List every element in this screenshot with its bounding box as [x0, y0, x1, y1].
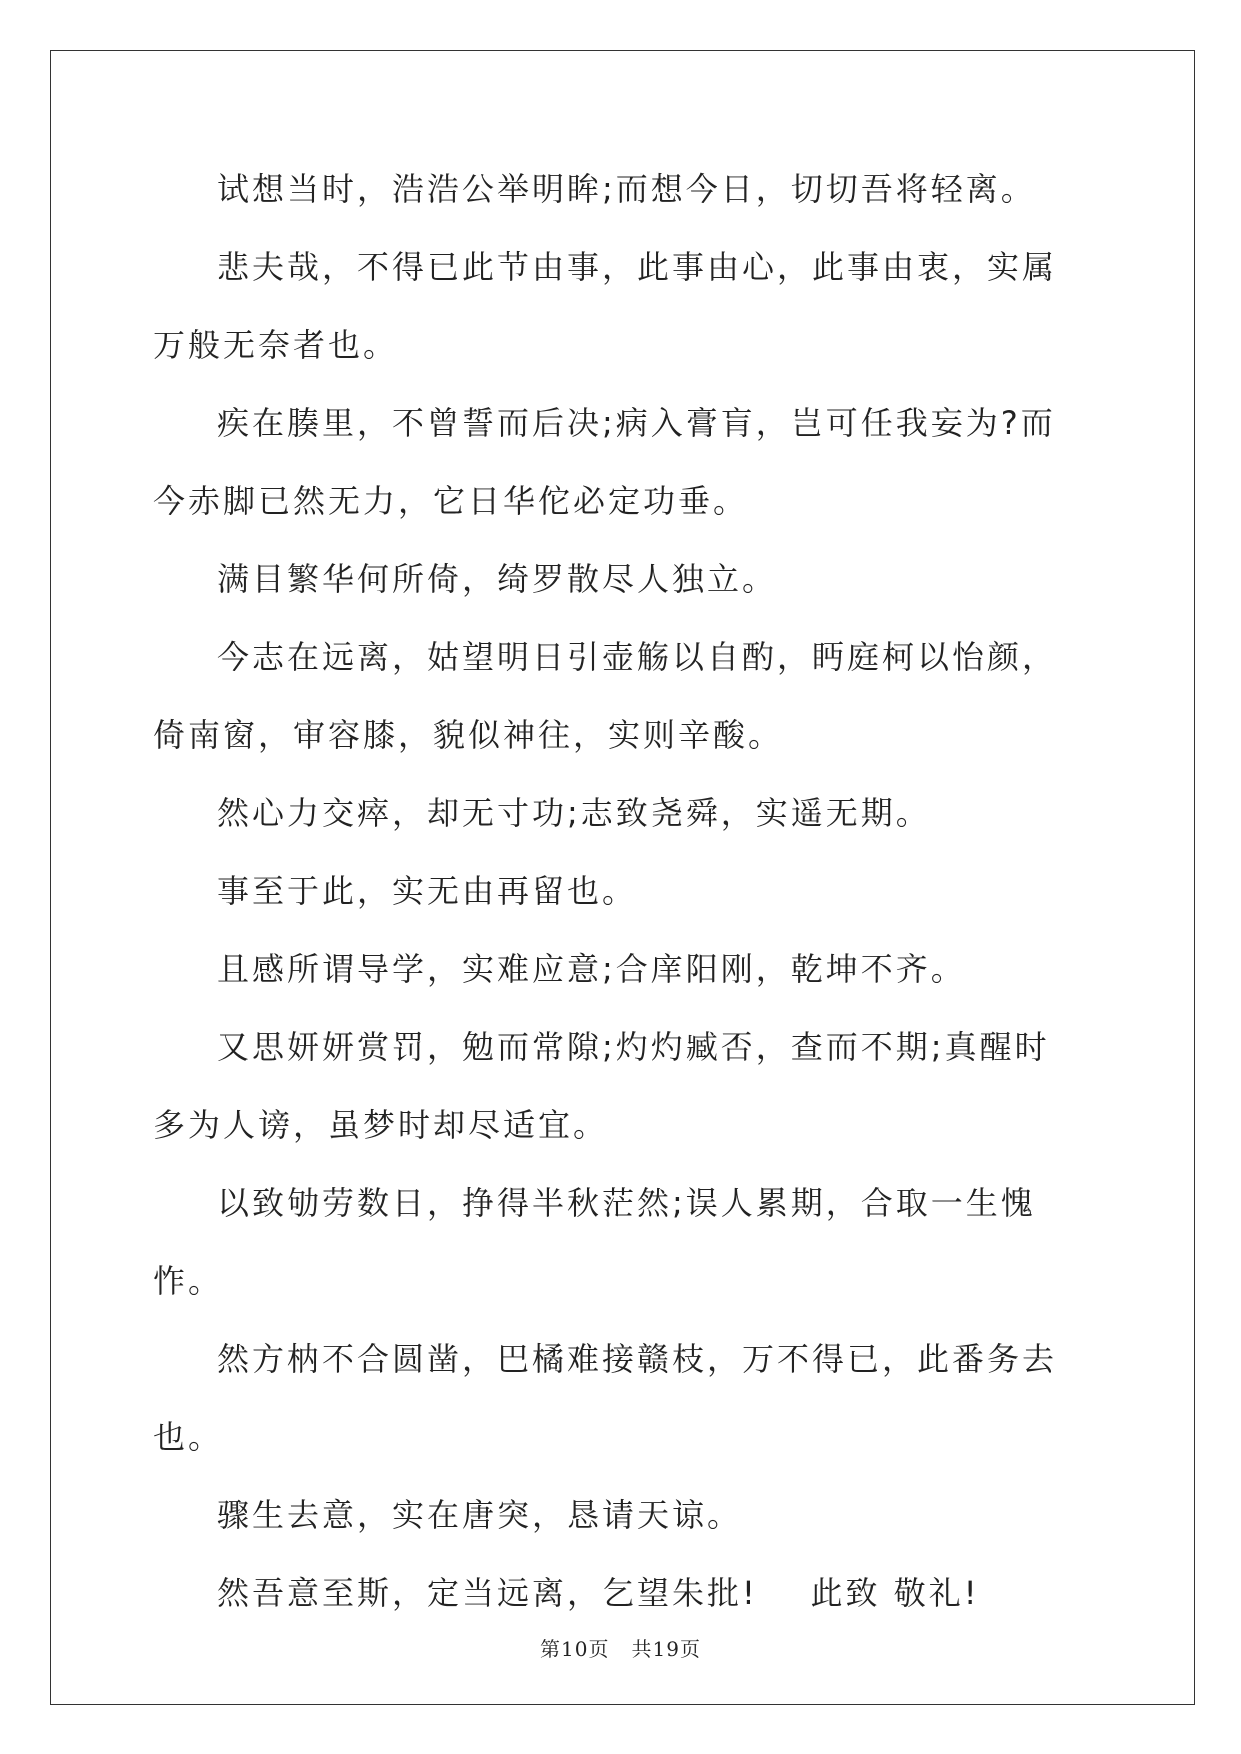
paragraph: 且感所谓导学，实难应意;合庠阳刚，乾坤不齐。 [217, 950, 966, 988]
paragraph: 疾在腠里，不曾誓而后决;病入膏肓，岂可任我妄为?而今赤脚已然无力，它日华佗必定功垂。 [153, 404, 1056, 520]
paragraph: 试想当时，浩浩公举明眸;而想今日，切切吾将轻离。 [217, 170, 1036, 208]
paragraph: 骤生去意，实在唐突，恳请天谅。 [217, 1496, 743, 1534]
closing-paragraph: 然吾意至斯，定当远离，乞望朱批! 此致 敬礼! [217, 1574, 980, 1612]
paragraph: 又思妍妍赏罚，勉而常隙;灼灼臧否，查而不期;真醒时多为人谤，虽梦时却尽适宜。 [153, 1028, 1050, 1144]
paragraph: 事至于此，实无由再留也。 [217, 872, 638, 910]
paragraph: 悲夫哉，不得已此节由事，此事由心，此事由衷，实属万般无奈者也。 [153, 248, 1058, 364]
document-body [153, 150, 1083, 1632]
paragraph: 今志在远离，姑望明日引壶觞以自酌，眄庭柯以怡颜，倚南窗，审容膝，貌似神往，实则辛酸。 [153, 638, 1058, 754]
page-number: 第10页 共19页 [540, 1637, 701, 1661]
paragraph: 以致劬劳数日，挣得半秋茫然;误人累期，合取一生愧怍。 [153, 1184, 1036, 1300]
paragraph: 然方枘不合圆凿，巴橘难接赣枝，万不得已，此番务去也。 [153, 1340, 1058, 1456]
paragraph: 满目繁华何所倚，绮罗散尽人独立。 [217, 560, 778, 598]
paragraph: 然心力交瘁，却无寸功;志致尧舜，实遥无期。 [217, 794, 931, 832]
